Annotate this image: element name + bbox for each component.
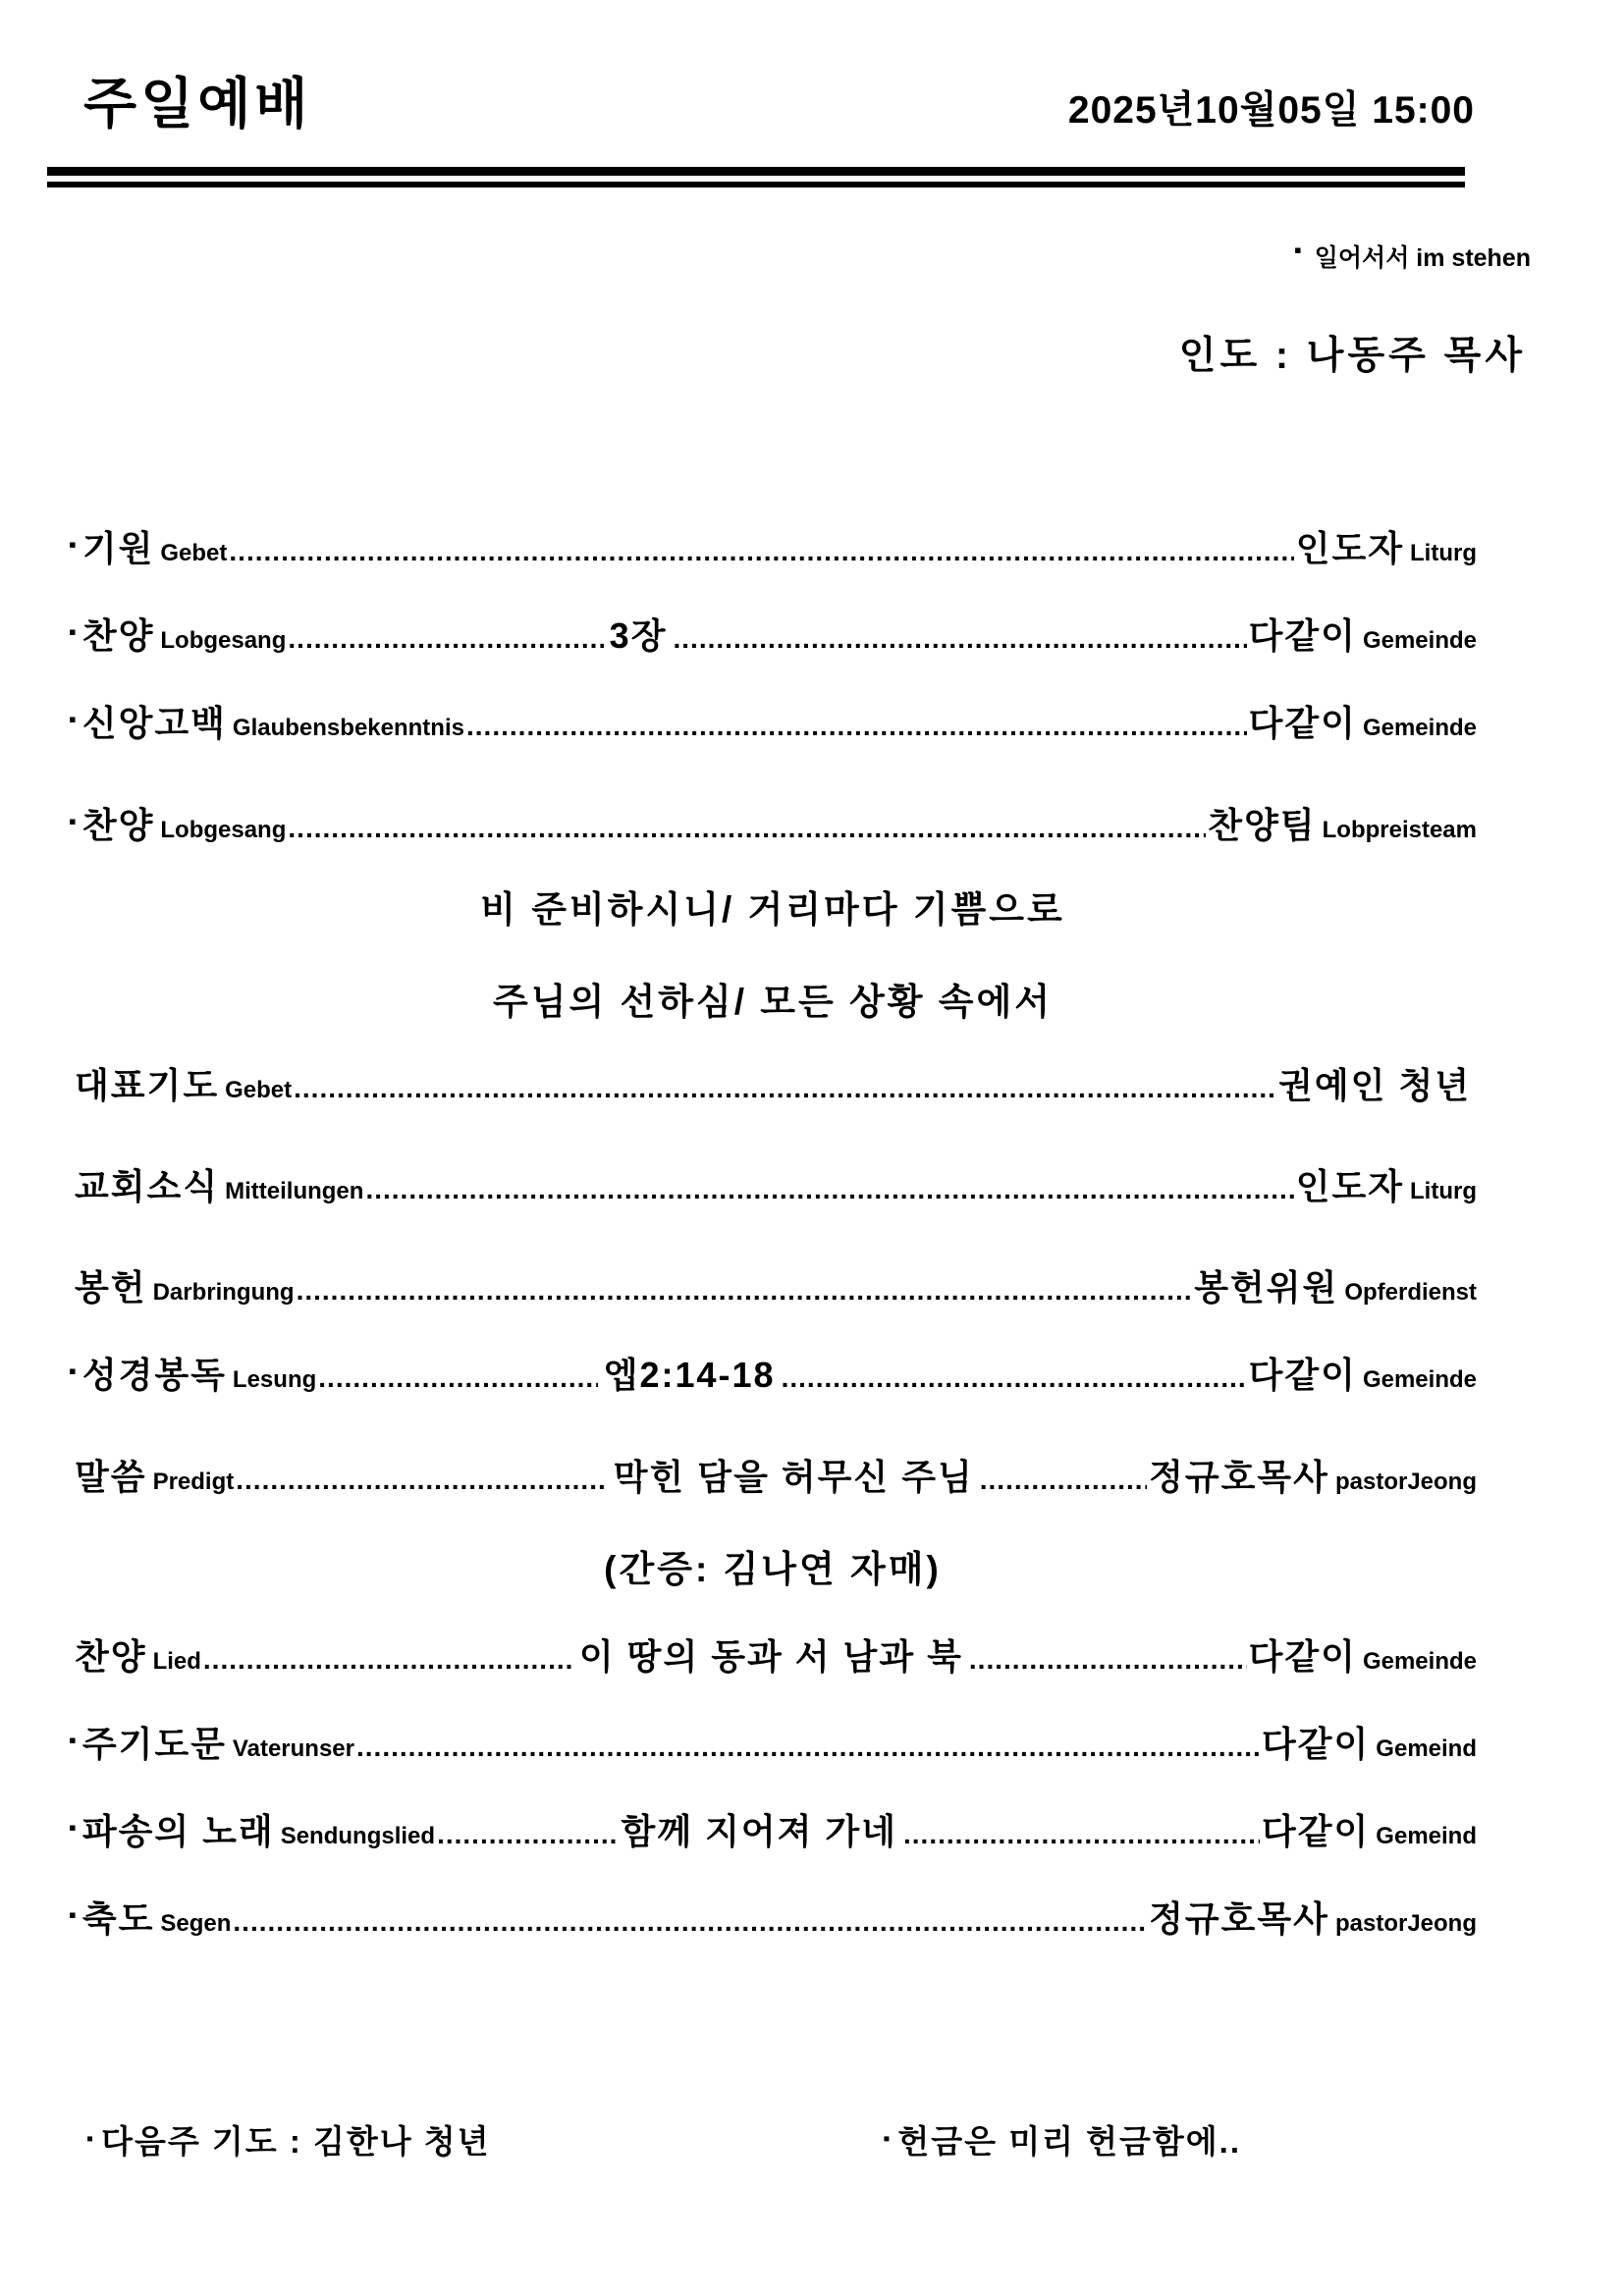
item-label-de: Predigt	[152, 1468, 235, 1495]
service-row	[69, 1897, 1477, 1940]
item-label-ko: 성경봉독	[81, 1355, 227, 1396]
service-row	[69, 1064, 1477, 1106]
dot-leader	[297, 1274, 1193, 1308]
item-detail: 함께 지어져 가네	[621, 1811, 897, 1852]
dot-leader	[466, 710, 1247, 743]
service-row	[69, 1266, 1477, 1308]
item-label-de: Lobgesang	[160, 627, 287, 655]
item-label-de: Lesung	[232, 1366, 317, 1394]
dot-leader	[365, 1173, 1293, 1206]
item-assignee-ko: 다같이	[1248, 1355, 1357, 1396]
service-row	[69, 1165, 1477, 1207]
item-label-ko: 대표기도	[75, 1064, 220, 1105]
item-assignee-de: Opferdienst	[1344, 1279, 1477, 1307]
service-leader: 인도 : 나동주 목사	[1178, 335, 1526, 377]
dot-leader	[903, 1818, 1260, 1851]
item-assignee-ko: 정규호목사	[1149, 1898, 1329, 1940]
service-row	[69, 702, 1477, 744]
item-detail: 엡2:14-18	[603, 1355, 776, 1396]
item-label-ko: 찬양	[75, 1635, 147, 1677]
item-label-de: Glaubensbekenntnis	[232, 715, 464, 742]
item-assignee-ko: 다같이	[1248, 703, 1357, 744]
dot-leader	[356, 1731, 1260, 1764]
item-assignee-ko: 다같이	[1248, 615, 1357, 657]
service-row	[69, 1354, 1477, 1396]
service-row	[69, 804, 1477, 846]
item-assignee-de: Gemeind	[1376, 1735, 1477, 1762]
standing-note	[0, 239, 1624, 274]
item-assignee-de: pastorJeong	[1334, 1468, 1477, 1495]
item-detail: 이 땅의 동과 서 남과 북	[578, 1635, 963, 1677]
item-label-de: Gebet	[225, 1076, 293, 1103]
item-label-de: Gebet	[160, 540, 228, 566]
next-week-prayer-note	[86, 2116, 491, 2163]
item-assignee-ko: 찬양팀	[1208, 804, 1317, 845]
item-assignee-ko: 인도자	[1295, 528, 1405, 568]
dot-leader	[294, 1072, 1276, 1105]
item-label-de: Darbringung	[152, 1279, 295, 1307]
song-line: 주님의 선하심/ 모든 상황 속에서	[492, 981, 1054, 1022]
item-label-ko: 찬양	[81, 804, 155, 845]
header	[0, 0, 1624, 139]
item-assignee-ko: 다같이	[1261, 1811, 1371, 1852]
item-assignee-ko: 다같이	[1261, 1723, 1371, 1764]
item-label-ko: 축도	[81, 1898, 155, 1940]
bullet-icon: ▪	[86, 2128, 96, 2151]
item-assignee-de: Gemeind	[1376, 1823, 1477, 1850]
dot-leader	[980, 1464, 1147, 1497]
item-assignee-de: Gemeinde	[1362, 627, 1477, 655]
dot-leader	[437, 1818, 615, 1851]
offering-note-text: 헌금은 미리 헌금함에..	[897, 2123, 1241, 2161]
service-row	[69, 614, 1477, 657]
item-detail: 3장	[609, 615, 668, 657]
service-row	[69, 1635, 1477, 1678]
bullet-icon: ▪	[69, 532, 77, 557]
bullet-icon: ▪	[69, 619, 77, 645]
bullet-icon: ▪	[883, 2128, 893, 2151]
item-assignee-ko: 인도자	[1295, 1165, 1405, 1206]
item-assignee-ko: 다같이	[1248, 1635, 1357, 1677]
dot-leader	[229, 535, 1293, 568]
standing-note-text: 일어서서 im stehen	[1314, 244, 1531, 272]
item-assignee-ko: 정규호목사	[1149, 1456, 1329, 1497]
bullet-icon: ▪	[69, 1359, 77, 1384]
next-week-prayer-text: 다음주 기도 : 김한나 청년	[101, 2123, 491, 2161]
service-row	[69, 1456, 1477, 1498]
item-label-de: Sendungslied	[280, 1823, 436, 1850]
item-label-de: Vaterunser	[232, 1735, 354, 1762]
item-assignee-de: Gemeinde	[1362, 1647, 1477, 1675]
bullet-icon: ▪	[69, 1727, 77, 1752]
dot-leader	[236, 1464, 608, 1497]
item-label-de: Segen	[160, 1910, 232, 1938]
service-datetime: 2025년10월05일 15:00	[1067, 89, 1475, 132]
item-label-de: Lobgesang	[160, 816, 287, 843]
service-row	[69, 527, 1477, 569]
service-row	[69, 1723, 1477, 1765]
dot-leader	[233, 1905, 1147, 1939]
item-label-ko: 말씀	[75, 1456, 147, 1497]
item-label-ko: 봉헌	[75, 1267, 147, 1308]
dot-leader	[203, 1643, 573, 1677]
item-label-ko: 기원	[81, 528, 155, 568]
item-label-ko: 찬양	[81, 615, 155, 657]
item-label-ko: 주기도문	[81, 1723, 227, 1764]
order-of-service	[0, 527, 1624, 1940]
item-assignee-de: pastorJeong	[1334, 1910, 1477, 1938]
header-divider	[47, 167, 1465, 187]
item-label-ko: 파송의 노래	[81, 1811, 275, 1852]
item-detail: 막힌 담을 허무신 주님	[613, 1456, 974, 1497]
item-label-ko: 신앙고백	[81, 703, 227, 744]
bullet-icon: ▪	[1293, 238, 1302, 262]
item-label-de: Mitteilungen	[225, 1177, 364, 1204]
testimony-note: (간증: 김나연 자매)	[604, 1548, 942, 1589]
item-label-ko: 교회소식	[75, 1165, 220, 1206]
item-assignee-ko: 권예인 청년	[1278, 1064, 1471, 1105]
item-assignee-de: Lobpreisteam	[1322, 816, 1477, 843]
item-assignee-ko: 봉헌위원	[1194, 1267, 1339, 1308]
item-assignee-de: Liturg	[1410, 540, 1477, 566]
item-assignee-de: Liturg	[1410, 1177, 1477, 1204]
bullet-icon: ▪	[69, 1815, 77, 1841]
page-title: 주일예배	[83, 73, 312, 134]
offering-note	[883, 2116, 1241, 2163]
dot-leader	[288, 812, 1206, 845]
item-assignee-de: Gemeinde	[1362, 1366, 1477, 1394]
dot-leader	[318, 1362, 597, 1395]
service-row	[69, 1810, 1477, 1852]
dot-leader	[673, 622, 1246, 656]
footer	[0, 2116, 1624, 2163]
item-assignee-de: Gemeinde	[1362, 715, 1477, 742]
item-label-de: Lied	[152, 1647, 201, 1675]
dot-leader	[969, 1643, 1247, 1677]
bullet-icon: ▪	[69, 707, 77, 732]
dot-leader	[288, 622, 603, 656]
song-line: 비 준비하시니/ 거리마다 기쁨으로	[480, 888, 1065, 930]
dot-leader	[782, 1362, 1247, 1395]
bullet-icon: ▪	[69, 808, 77, 833]
bullet-icon: ▪	[69, 1902, 77, 1928]
